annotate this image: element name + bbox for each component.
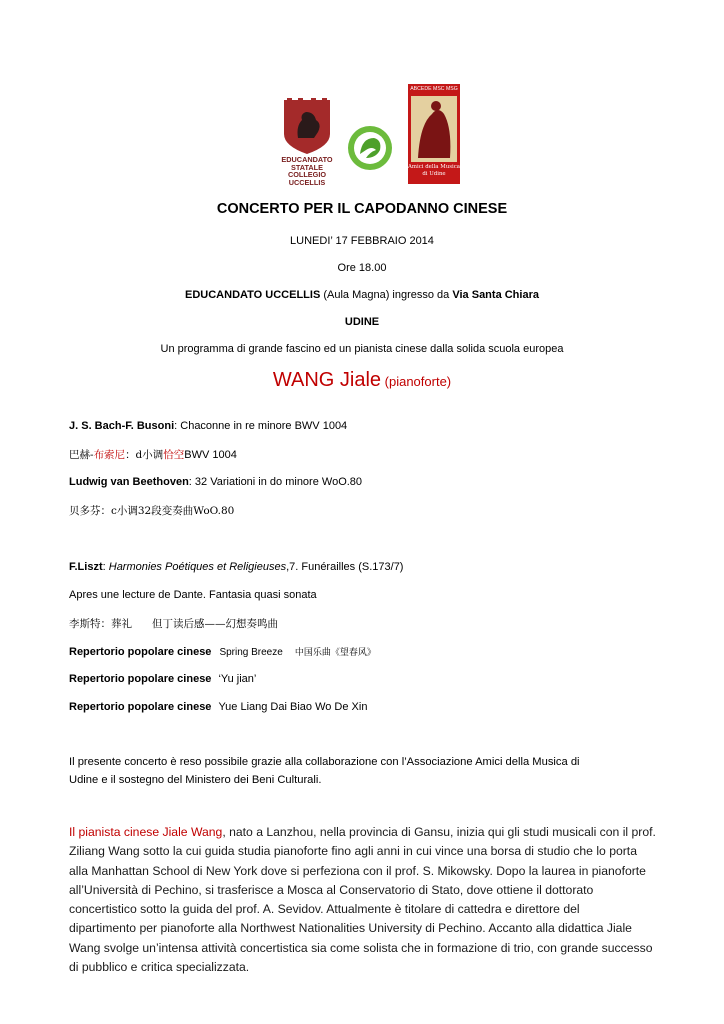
logo-text-line: UCCELLIS	[288, 177, 326, 187]
chinese-institute-logo	[346, 124, 394, 172]
work: : 32 Variationi in do minore WoO.80	[188, 476, 363, 488]
logo-text-line: COLLEGIO	[287, 170, 327, 179]
concert-subtitle: Un programma di grande fascino ed un pianista cinese dalla solida scuola europea	[160, 343, 564, 355]
composer: F.Liszt	[69, 561, 103, 573]
rep-title: ‘Yu jian’	[218, 673, 257, 685]
concert-city: UDINE	[344, 316, 380, 328]
rep-title: Spring Breeze	[219, 647, 283, 658]
performer-instrument: (pianoforte)	[381, 374, 452, 389]
bio-line: , nato a Lanzhou, nella provincia di Gansu, inizia qui gli studi musicali con il prof.	[222, 825, 656, 839]
concert-date: LUNEDI’ 17 FEBBRAIO 2014	[290, 235, 434, 247]
bio-line: dipartimento per pianoforte alla Northwest Nationalities University di Pechino. Accanto alla didattica Jiale	[69, 921, 632, 936]
cn-text: ：d小调	[125, 449, 164, 461]
logo-bottom-text: Amici della Musica	[408, 164, 460, 170]
bio-paragraph	[69, 823, 663, 977]
rep-title: Yue Liang Dai Biao Wo De Xin	[218, 701, 368, 713]
bio-line: concertistico sotto la guida del prof. A. Sevidov. Attualmente è titolare di cattedra e direttore del	[69, 902, 580, 917]
program-item-liszt	[69, 561, 403, 573]
credits-line: Il presente concerto è reso possibile grazie alla collaborazione con l’Associazione Amici della Musica di	[69, 756, 580, 768]
bio-line: all’Università di Pechino, si trasferisce a Mosca al Conservatorio di Stato, dove ottiene il dottorato	[69, 882, 594, 897]
separator: :	[102, 561, 109, 573]
program-item-popular-1	[69, 645, 376, 658]
credits-paragraph	[69, 753, 659, 789]
concert-title: CONCERTO PER IL CAPODANNO CINESE	[216, 201, 508, 217]
rep-label: Repertorio popolare cinese	[69, 673, 212, 685]
composer: Ludwig van Beethoven	[69, 476, 189, 488]
work: ,7. Funérailles (S.173/7)	[286, 561, 404, 573]
performer-name: WANG Jiale	[272, 369, 382, 391]
program-item-liszt-2: Apres une lecture de Dante. Fantasia quasi sonata	[69, 589, 317, 601]
bio-lead: Il pianista cinese Jiale Wang	[69, 825, 223, 839]
rep-title-cn: 中国乐曲《望春风》	[294, 648, 376, 658]
cn-text-red: 恰空	[163, 449, 185, 461]
program-item-beethoven	[69, 476, 362, 488]
venue-entrance: Via Santa Chiara	[452, 289, 539, 301]
logo-text-line: EDUCANDATO	[281, 155, 333, 164]
cn-text: BWV 1004	[184, 449, 237, 461]
program-item-bach-cn	[69, 447, 237, 462]
cn-text-red: 布索尼	[93, 449, 126, 461]
bio-line: Ziliang Wang sotto la cui guida studia pianoforte fino agli anni in cui vince una borsa di studio che lo porta	[69, 844, 637, 859]
cn-text: 巴赫-	[69, 449, 94, 461]
venue-name: EDUCANDATO UCCELLIS	[185, 289, 321, 301]
bio-line: di pubblico e critica specializzata.	[69, 960, 250, 975]
rep-label: Repertorio popolare cinese	[69, 701, 212, 713]
logo-bottom-text: di Udine	[422, 170, 446, 177]
program-item-bach	[69, 420, 347, 432]
program-item-liszt-cn: 李斯特：葬礼 但丁读后感——幻想奏鸣曲	[69, 618, 279, 630]
work-italic: Harmonies Poétiques et Religieuses	[108, 561, 287, 573]
program-item-beethoven-cn: 贝多芬：c小调32段变奏曲WoO.80	[69, 505, 235, 517]
concert-time: Ore 18.00	[337, 262, 387, 274]
logo-text-line: STATALE	[290, 162, 324, 172]
program-item-popular-2	[69, 673, 256, 685]
bio-line: alla Manhattan School di New York dove si perfeziona con il prof. S. Mikowsky. Dopo la laurea in pianoforte	[69, 863, 646, 878]
composer: J. S. Bach-F. Busoni	[69, 420, 175, 432]
amici-musica-logo	[408, 84, 460, 184]
concert-venue	[0, 289, 724, 301]
educandato-logo	[276, 98, 338, 187]
performer	[0, 369, 724, 392]
program-item-popular-3	[69, 701, 367, 713]
credits-line: Udine e il sostegno del Ministero dei Beni Culturali.	[69, 774, 322, 786]
venue-room: (Aula Magna) ingresso da	[320, 289, 453, 301]
rep-label: Repertorio popolare cinese	[69, 646, 212, 658]
work: : Chaconne in re minore BWV 1004	[174, 420, 348, 432]
logo-top-text: ABCEDE MSC MSG	[410, 86, 458, 92]
bio-line: Wang svolge un’intensa attività concertistica sia come solista che in formazione di trio, con grande successo	[69, 940, 653, 955]
